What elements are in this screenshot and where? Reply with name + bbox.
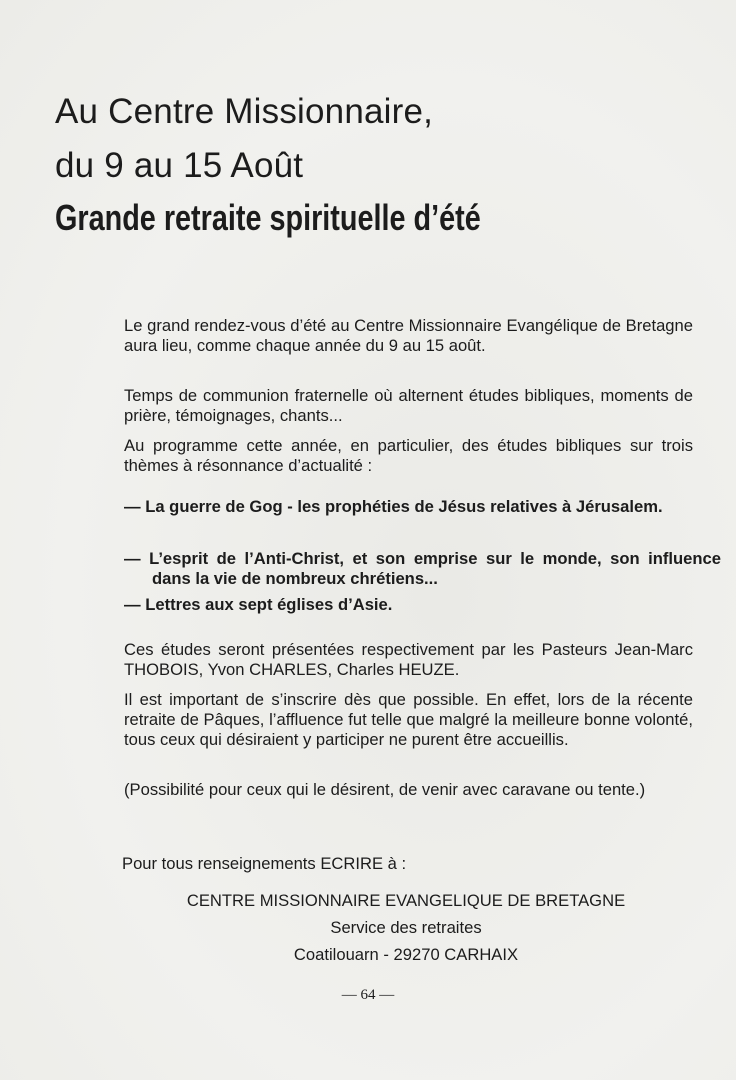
heading-line-2: du 9 au 15 Août — [55, 146, 304, 185]
activities-paragraph: Temps de communion fraternelle où alternent études bibliques, moments de prière, témoignages, chants... — [124, 386, 693, 425]
contact-intro: Pour tous renseignements ECRIRE à : — [122, 854, 407, 873]
theme-item-3: — Lettres aux sept églises d’Asie. — [124, 595, 393, 614]
page-number: — 64 — — [341, 987, 395, 1003]
intro-paragraph: Le grand rendez-vous d’été au Centre Missionnaire Evangélique de Bretagne aura lieu, comme chaque année du 9 au 15 août. — [124, 316, 693, 355]
theme-item-2: — L’esprit de l’Anti-Christ, et son emprise sur le monde, son influence dans la vie de nombreux chrétiens... — [124, 549, 721, 588]
page-title: Grande retraite spirituelle d’été — [55, 197, 481, 238]
theme-item-1: — La guerre de Gog - les prophéties de Jésus relatives à Jérusalem. — [124, 497, 663, 516]
speakers-paragraph: Ces études seront présentées respectivement par les Pasteurs Jean-Marc THOBOIS, Yvon CHARLES, Charles HEUZE. — [124, 640, 693, 679]
registration-paragraph: Il est important de s’inscrire dès que possible. En effet, lors de la récente retraite de Pâques, l’affluence fut telle que malgré la meilleure bonne volonté, tous ceux qui désiraient y participer ne purent être accueillis. — [124, 690, 693, 749]
contact-organization: CENTRE MISSIONNAIRE EVANGELIQUE DE BRETAGNE — [186, 891, 626, 910]
contact-address: Coatilouarn - 29270 CARHAIX — [293, 945, 519, 964]
program-paragraph: Au programme cette année, en particulier, des études bibliques sur trois thèmes à résonnance d’actualité : — [124, 436, 693, 475]
contact-service: Service des retraites — [330, 918, 482, 937]
camping-note: (Possibilité pour ceux qui le désirent, de venir avec caravane ou tente.) — [124, 780, 646, 799]
heading-line-1: Au Centre Missionnaire, — [55, 92, 434, 131]
